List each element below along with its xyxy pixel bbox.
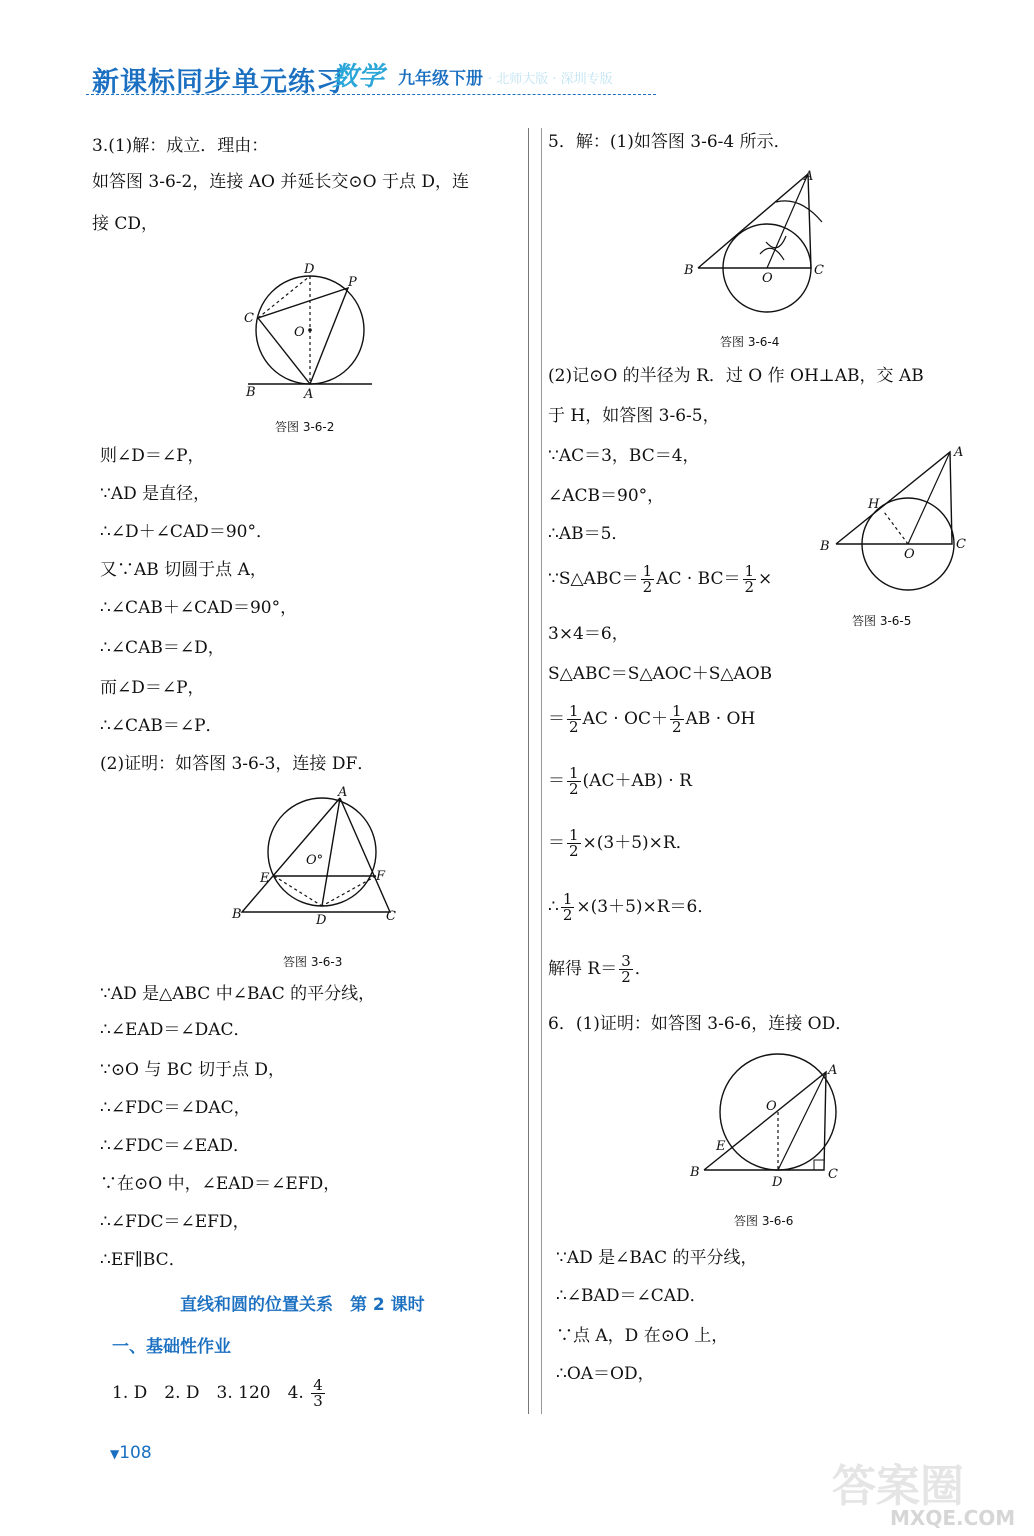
formula-line: ∴ $\frac{1}{2}$ ×(3＋5)×R＝6．: [548, 890, 715, 924]
label-H: H: [868, 497, 880, 512]
formula-line: ＝ $\frac{1}{2}$ ×(3＋5)×R．: [548, 826, 693, 860]
figure-3-6-3: [230, 785, 405, 940]
grade-label: 九年级下册: [398, 69, 483, 89]
text-line: ∴∠D＋∠CAD＝90°．: [100, 522, 273, 542]
label-O: O: [766, 1099, 777, 1114]
text-line: ∴∠FDC＝∠EFD，: [100, 1212, 250, 1232]
figure-caption: 答图 3-6-4: [720, 335, 780, 349]
section-title: 直线和圆的位置关系 第 2 课时: [180, 1295, 425, 1315]
label-A: A: [804, 169, 814, 184]
fraction: $\frac{1}{2}$: [672, 702, 682, 736]
label-E: E: [260, 871, 270, 886]
subject-title: 数学: [332, 62, 385, 92]
text-line: 3×4＝6，: [548, 624, 629, 644]
text-line: S△ABC＝S△AOC＋S△AOB: [548, 664, 773, 684]
figure-3-6-2: [240, 258, 380, 408]
fraction: $\frac{1}{2}$: [569, 826, 579, 860]
figure-3-6-5: [816, 440, 986, 600]
label-O: O: [904, 547, 915, 562]
formula-line: ＝ $\frac{1}{2}$ AC · OC＋ $\frac{1}{2}$ AB · OH: [548, 702, 756, 736]
text-line: ∠ACB＝90°，: [548, 486, 665, 506]
text-line: 5．解：(1)如答图 3-6-4 所示．: [548, 132, 791, 152]
label-O: O: [762, 271, 773, 286]
text-line: 又∵AB 切圆于点 A，: [100, 560, 267, 580]
label-A: A: [828, 1063, 838, 1078]
figure-3-6-6: [686, 1050, 851, 1195]
header-rule: [86, 94, 656, 95]
page-marker-icon: ▼: [110, 1447, 120, 1461]
label-A: A: [304, 387, 314, 402]
figure-3-6-4: [680, 166, 840, 316]
label-C: C: [244, 311, 254, 326]
figure-caption: 答图 3-6-6: [734, 1214, 794, 1228]
figure-caption: 答图 3-6-5: [852, 614, 912, 628]
text-line: 如答图 3-6-2，连接 AO 并延长交⊙O 于点 D，连: [92, 172, 469, 192]
label-C: C: [828, 1167, 838, 1182]
page-number: ▼108: [110, 1443, 152, 1463]
text-line: ∴EF∥BC．: [100, 1250, 186, 1270]
figure-caption: 答图 3-6-2: [275, 420, 335, 434]
label-B: B: [690, 1165, 700, 1180]
text-line: ∵在⊙O 中，∠EAD＝∠EFD，: [100, 1174, 341, 1194]
fraction: $\frac{1}{2}$: [642, 562, 653, 596]
text-line: 6．(1)证明：如答图 3-6-6，连接 OD．: [548, 1014, 853, 1034]
area-formula-line: ∵S△ABC＝ $\frac{1}{2}$ AC · BC＝ $\frac{1}{2}$ ×: [548, 562, 773, 596]
fraction: $\frac{1}{2}$: [744, 562, 755, 596]
label-B: B: [684, 263, 694, 278]
fraction: $\frac{1}{2}$: [569, 764, 579, 798]
label-A: A: [954, 445, 964, 460]
text-line: ∵AD 是△ABC 中∠BAC 的平分线，: [100, 984, 376, 1004]
subsection-title: 一、基础性作业: [112, 1337, 231, 1357]
label-D: D: [316, 913, 327, 928]
label-C: C: [956, 537, 966, 552]
label-B: B: [232, 907, 242, 922]
text-line: ∵AD 是直径，: [100, 484, 211, 504]
label-C: C: [814, 263, 824, 278]
fraction: $\frac{1}{2}$: [562, 890, 573, 924]
text-line: 而∠D＝∠P，: [100, 678, 205, 698]
fraction: $\frac{3}{2}$: [621, 952, 631, 986]
label-F: F: [376, 869, 386, 884]
label-O: O: [294, 325, 305, 340]
text-line: ∴∠CAB＋∠CAD＝90°，: [100, 598, 298, 618]
text-line: 3.(1)解：成立．理由：: [92, 136, 269, 156]
watermark-url: MXQE.COM: [890, 1506, 1016, 1530]
text-line: 接 CD，: [92, 214, 159, 234]
watermark: 答案圈: [832, 1461, 964, 1512]
fraction: $\frac{1}{2}$: [569, 702, 579, 736]
label-D: D: [772, 1175, 783, 1190]
label-A: A: [338, 785, 348, 800]
series-title: 新课标同步单元练习: [92, 67, 344, 98]
formula-line: 解得 R＝ $\frac{3}{2}$ ．: [548, 952, 652, 986]
text-line: ∴∠FDC＝∠EAD．: [100, 1136, 251, 1156]
formula-line: ＝ $\frac{1}{2}$ (AC＋AB) · R: [548, 764, 692, 798]
answers-line: [112, 1378, 327, 1409]
text-line: ∴∠FDC＝∠DAC，: [100, 1098, 251, 1118]
text-line: ∴∠BAD＝∠CAD．: [556, 1286, 707, 1306]
label-D: D: [304, 262, 315, 277]
text-line: 于 H，如答图 3-6-5，: [548, 406, 720, 426]
label-C: C: [386, 909, 396, 924]
text-line: ∵点 A，D 在⊙O 上，: [556, 1326, 729, 1346]
label-B: B: [820, 539, 830, 554]
figure-caption: 答图 3-6-3: [283, 955, 343, 969]
text-line: ∴OA＝OD，: [556, 1364, 655, 1384]
column-divider: [528, 128, 529, 1414]
text-line: ∵⊙O 与 BC 切于点 D，: [100, 1060, 286, 1080]
label-E: E: [716, 1139, 726, 1154]
text-line: (2)记⊙O 的半径为 R．过 O 作 OH⊥AB，交 AB: [548, 366, 924, 386]
text-line: (2)证明：如答图 3-6-3，连接 DF．: [100, 754, 375, 774]
answers-text: 1. D 2. D 3. 120 4.: [112, 1383, 310, 1403]
edition-label: · 北师大版 · 深圳专版: [488, 72, 613, 87]
label-P: P: [348, 275, 357, 290]
label-B: B: [246, 385, 256, 400]
text-line: ∴∠CAB＝∠P．: [100, 716, 223, 736]
text-line: 则∠D＝∠P，: [100, 446, 205, 466]
page-header: [86, 56, 666, 100]
fraction: $\frac{4}{3}$: [313, 1376, 323, 1410]
text-line: ∵AC＝3，BC＝4，: [548, 446, 700, 466]
text-line: ∵AD 是∠BAC 的平分线，: [556, 1248, 758, 1268]
text-line: ∴∠CAB＝∠D，: [100, 638, 225, 658]
column-divider-2: [541, 128, 542, 1414]
text-line: ∴∠EAD＝∠DAC．: [100, 1020, 251, 1040]
text-line: ∴AB＝5．: [548, 524, 629, 544]
label-O: O°: [306, 853, 324, 868]
